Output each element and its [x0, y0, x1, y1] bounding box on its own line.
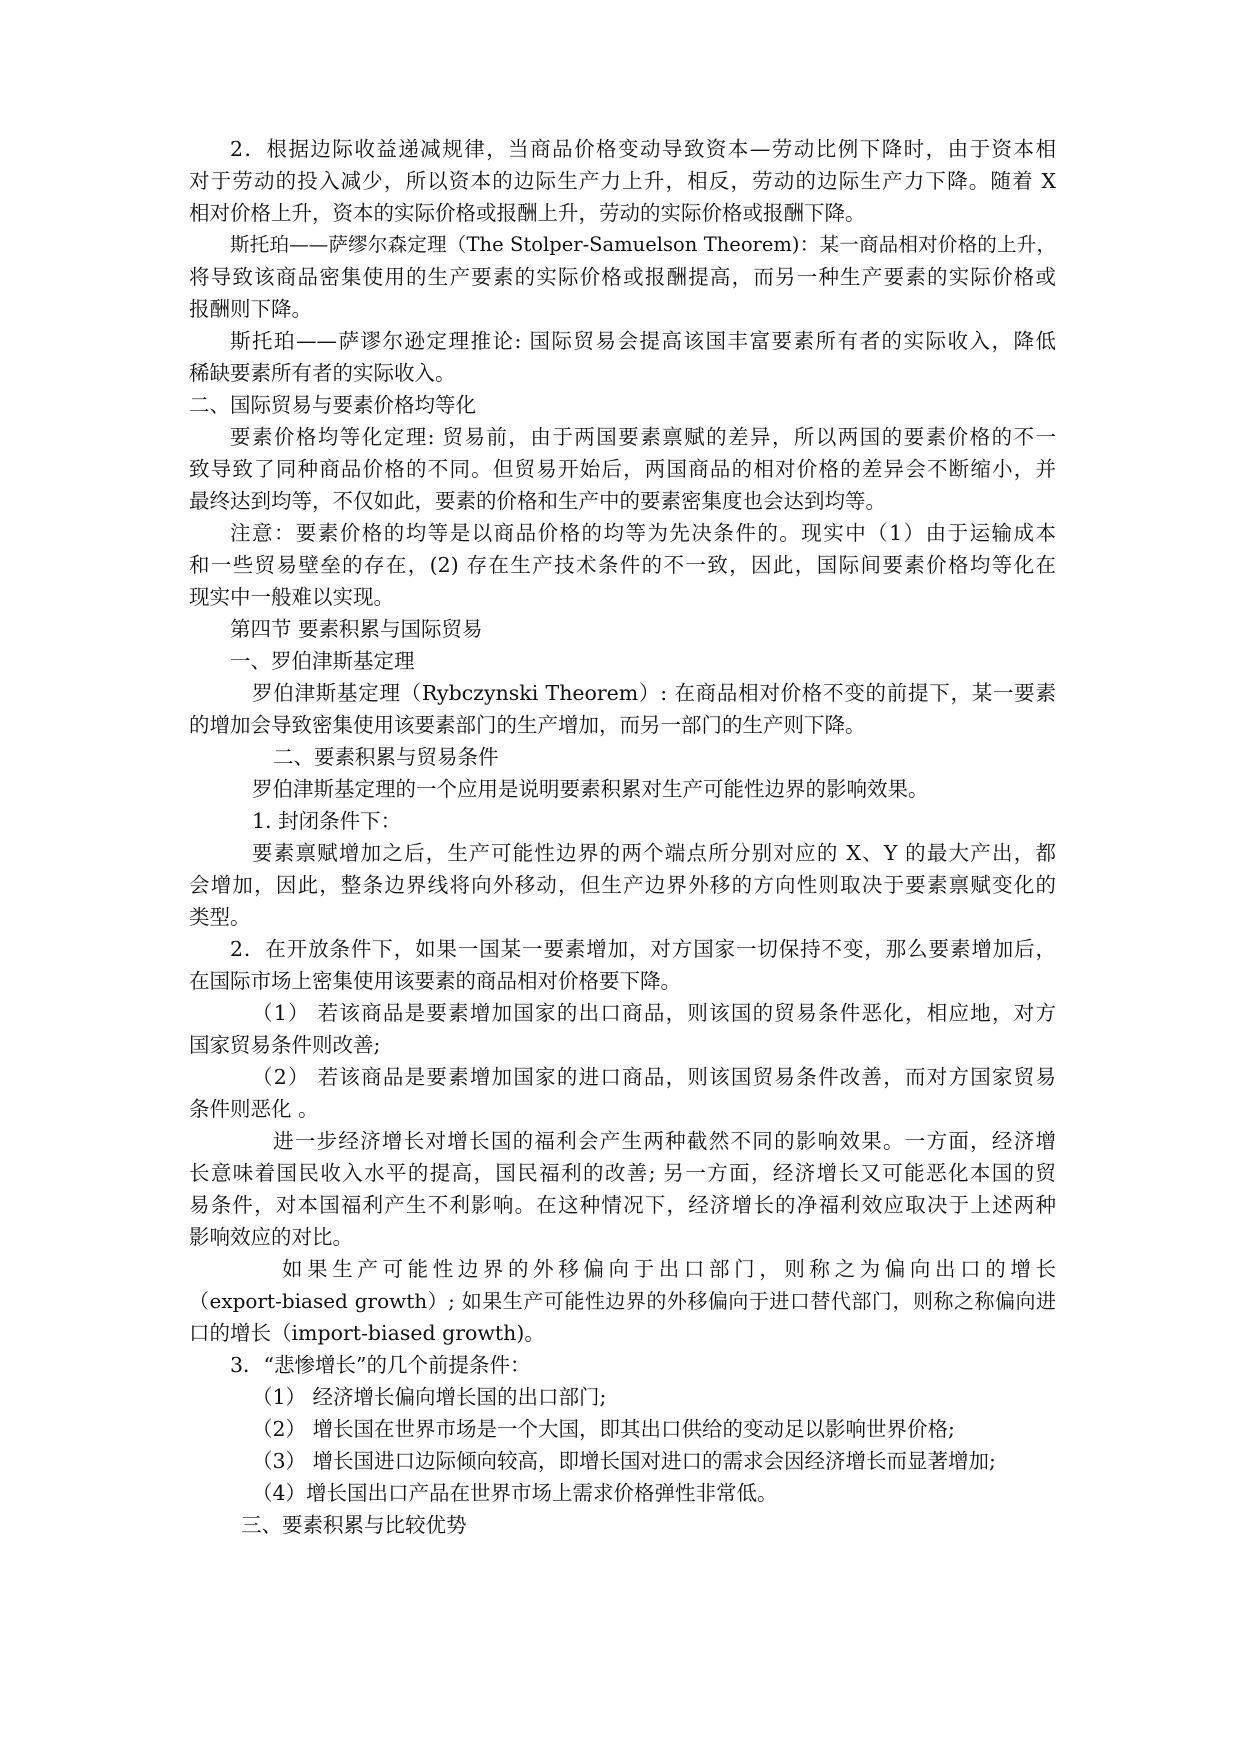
text-line: 条件则恶化 。: [189, 1097, 319, 1121]
text-line: 将导致该商品密集使用的生产要素的实际价格或报酬提高，而另一种生产要素的实际价格或: [189, 265, 1056, 289]
text-line: 最终达到均等，不仅如此，要素的价格和生产中的要素密集度也会达到均等。: [189, 489, 886, 513]
text-line: 类型。: [189, 905, 251, 929]
text-line: 要素禀赋增加之后，生产可能性边界的两个端点所分别对应的 X、Y 的最大产出，都: [252, 841, 1056, 865]
text-line: 在国际市场上密集使用该要素的商品相对价格要下降。: [189, 969, 681, 993]
text-line: 会增加，因此，整条边界线将向外移动，但生产边界外移的方向性则取决于要素禀赋变化的: [189, 873, 1056, 897]
text-line: 长意味着国民收入水平的提高，国民福利的改善; 另一方面，经济增长又可能恶化本国的贸: [189, 1161, 1056, 1185]
text-line: 要素价格均等化定理: 贸易前，由于两国要素禀赋的差异，所以两国的要素价格的不一: [230, 425, 1056, 449]
text-line: 斯托珀——萨缪尔森定理（The Stolper-Samuelson Theorem)：某一商品相对价格的上升，: [230, 233, 1056, 256]
text-line: 现实中一般难以实现。: [189, 585, 394, 609]
section-heading: 一、罗伯津斯基定理: [230, 649, 415, 673]
text-line: 注意：要素价格的均等是以商品价格的均等为先决条件的。现实中（1）由于运输成本: [230, 521, 1056, 545]
text-line: 报酬则下降。: [189, 297, 312, 321]
list-item: （4）增长国出口产品在世界市场上需求价格弹性非常低。: [252, 1481, 778, 1505]
text-line: （export-biased growth）; 如果生产可能性边界的外移偏向于进口替代部门，则称之称偏向进: [189, 1289, 1056, 1313]
list-item: （2） 增长国在世界市场是一个大国，即其出口供给的变动足以影响世界价格;: [252, 1417, 955, 1441]
text-line: 对于劳动的投入减少，所以资本的边际生产力上升，相反，劳动的边际生产力下降。随着 X: [189, 169, 1056, 193]
text-line: 口的增长（import-biased growth)。: [189, 1321, 545, 1345]
text-line: 影响效应的对比。: [189, 1225, 353, 1249]
text-line: 罗伯津斯基定理的一个应用是说明要素积累对生产可能性边界的影响效果。: [252, 777, 929, 801]
text-line: 相对价格上升，资本的实际价格或报酬上升，劳动的实际价格或报酬下降。: [189, 201, 866, 225]
list-item: （3） 增长国进口边际倾向较高，即增长国对进口的需求会因经济增长而显著增加;: [252, 1449, 996, 1473]
text-line: 稀缺要素所有者的实际收入。: [189, 361, 456, 385]
text-line: 罗伯津斯基定理（Rybczynski Theorem）: 在商品相对价格不变的前提下，某一要素: [252, 681, 1056, 705]
text-line: 如果生产可能性边界的外移偏向于出口部门，则称之为偏向出口的增长: [282, 1257, 1056, 1281]
text-line: 国家贸易条件则改善;: [189, 1033, 381, 1057]
list-item: （1） 经济增长偏向增长国的出口部门;: [252, 1385, 607, 1409]
text-line: 2．根据边际收益递减规律，当商品价格变动导致资本—劳动比例下降时，由于资本相: [230, 137, 1056, 161]
section-heading: 第四节 要素积累与国际贸易: [230, 617, 483, 641]
section-heading: 二、要素积累与贸易条件: [273, 745, 499, 769]
text-line: 进一步经济增长对增长国的福利会产生两种截然不同的影响效果。一方面，经济增: [273, 1129, 1056, 1153]
text-line: 的增加会导致密集使用该要素部门的生产增加，而另一部门的生产则下降。: [189, 713, 866, 737]
text-line: 致导致了同种商品价格的不同。但贸易开始后，两国商品的相对价格的差异会不断缩小，并: [189, 457, 1056, 481]
text-line: 易条件，对本国福利产生不利影响。在这种情况下，经济增长的净福利效应取决于上述两种: [189, 1193, 1056, 1217]
section-heading: 三、要素积累与比较优势: [241, 1513, 467, 1537]
text-line: 和一些贸易壁垒的存在，(2) 存在生产技术条件的不一致，因此，国际间要素价格均等化在: [189, 553, 1056, 577]
text-line: （1） 若该商品是要素增加国家的出口商品，则该国的贸易条件恶化，相应地，对方: [252, 1001, 1056, 1025]
text-line: （2） 若该商品是要素增加国家的进口商品，则该国贸易条件改善，而对方国家贸易: [252, 1065, 1056, 1089]
text-line: 2．在开放条件下，如果一国某一要素增加，对方国家一切保持不变，那么要素增加后，: [230, 937, 1056, 961]
text-line: 1. 封闭条件下：: [252, 809, 402, 833]
text-line: 3．“悲惨增长”的几个前提条件：: [230, 1353, 531, 1377]
text-line: 斯托珀——萨谬尔逊定理推论: 国际贸易会提高该国丰富要素所有者的实际收入，降低: [230, 329, 1056, 353]
section-heading: 二、国际贸易与要素价格均等化: [189, 393, 476, 417]
